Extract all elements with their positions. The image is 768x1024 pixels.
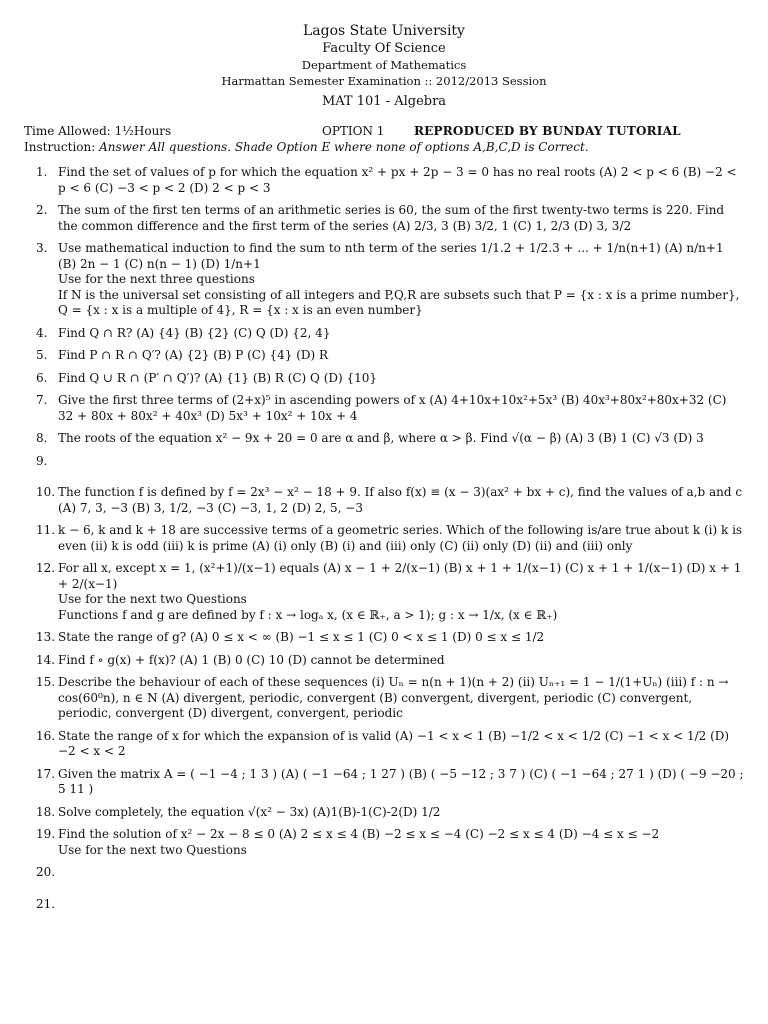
instruction-label: Instruction: (24, 140, 96, 154)
question-item (24, 203, 744, 234)
question-number: 12. (36, 561, 56, 575)
question-item (24, 805, 744, 821)
time-allowed: Time Allowed: 1½Hours (24, 124, 172, 138)
question-item (24, 827, 744, 858)
question-item (24, 348, 744, 364)
question-item (24, 326, 744, 342)
question-note: If N is the universal set consisting of all integers and P,Q,R are subsets such that P = {x : x is a prime number}, Q = {x : x is a multiple of 4}, R = {x : x is an even number} (58, 287, 740, 317)
exam-header (0, 0, 768, 111)
question-text: Find P ∩ R ∩ Q′? (A) {2} (B) P (C) {4} (D) R (58, 348, 329, 362)
question-text: Find f ∘ g(x) + f(x)? (A) 1 (B) 0 (C) 10 (D) cannot be determined (58, 652, 445, 667)
question-text: State the range of g? (A) 0 ≤ x < ∞ (B) −1 ≤ x ≤ 1 (C) 0 < x ≤ 1 (D) 0 ≤ x ≤ 1/2 (58, 630, 545, 644)
question-item (24, 241, 744, 319)
question-text: For all x, except x = 1, (x²+1)/(x−1) equals (A) x − 1 + 2/(x−1) (B) x + 1 + 1/(x−1) (C) x + 1 + 1/(x−1) (D) x + 1 + 2/(x−1) (58, 561, 742, 591)
question-text: Given the matrix A = ( −1 −4 ; 1 3 ) (A) ( −1 −64 ; 1 27 ) (B) ( −5 −12 ; 3 7 ) (C) ( −1 −64 ; 27 1 ) (D) ( −9 −20 ; 5 11 ) (58, 766, 744, 796)
question-number: 5. (36, 348, 48, 362)
question-number: 3. (36, 241, 48, 255)
question-note: Functions f and g are defined by f : x → logₐ x, (x ∈ ℝ₊, a > 1); g : x → 1/x, (x ∈ ℝ₊) (58, 607, 558, 622)
question-number: 15. (36, 675, 56, 689)
question-item (24, 767, 744, 798)
question-item (24, 561, 744, 623)
question-item (24, 865, 744, 881)
question-item (24, 485, 744, 516)
question-item (24, 675, 744, 722)
question-note: Use for the next two Questions (58, 842, 247, 857)
question-text: The function f is defined by f = 2x³ − x² − 18 + 9. If also f(x) ≡ (x − 3)(ax² + bx + c), find the values of a,b and c (A) 7, 3, −3 (B) 3, 1/2, −3 (C) −3, 1, 2 (D) 2, 5, −3 (58, 485, 743, 515)
question-text: The sum of the first ten terms of an arithmetic series is 60, the sum of the first twenty-two terms is 220. Find the common difference and the first term of the series (A) 2/3, 3 (B) 3/2, 1 (C) 1, 2/3 (D) 3, 3/2 (58, 203, 725, 233)
question-number: 10. (36, 485, 56, 499)
question-number: 11. (36, 523, 56, 537)
question-item (24, 630, 744, 646)
option-label: OPTION 1 (322, 124, 385, 138)
question-item (24, 393, 744, 424)
question-number: 21. (36, 896, 56, 911)
question-number: 17. (36, 766, 56, 781)
course-title: MAT 101 - Algebra (321, 94, 447, 109)
reproduced-by: REPRODUCED BY BUNDAY TUTORIAL (414, 124, 681, 138)
question-item (24, 523, 744, 554)
question-list (24, 165, 744, 912)
department-name: Department of Mathematics (301, 58, 467, 72)
university-name: Lagos State University (303, 23, 465, 39)
question-item (24, 897, 744, 913)
question-number: 1. (36, 165, 48, 179)
question-item (24, 653, 744, 669)
question-text: The roots of the equation x² − 9x + 20 = 0 are α and β, where α > β. Find √(α − β) (A) 3 (B) 1 (C) √3 (D) 3 (58, 431, 704, 445)
question-number: 2. (36, 203, 48, 217)
question-number: 4. (36, 325, 48, 340)
question-note: Use for the next two Questions (58, 592, 247, 606)
question-text: Give the first three terms of (2+x)⁵ in ascending powers of x (A) 4+10x+10x²+5x³ (B) 40x³+80x²+80x+32 (C) 32 + 80x + 80x² + 40x³ (D) 5x³ + 10x² + 10x + 4 (58, 393, 727, 423)
question-number: 7. (36, 393, 48, 407)
question-item (24, 729, 744, 760)
question-text: k − 6, k and k + 18 are successive terms of a geometric series. Which of the following is/are true about k (i) k is even (ii) k is odd (iii) k is prime (A) (i) only (B) (i) and (iii) only (C) (ii) only (D) (ii) and (iii) only (58, 523, 743, 553)
question-text: Find the set of values of p for which the equation x² + px + 2p − 3 = 0 has no real roots (A) 2 < p < 6 (B) −2 < p < 6 (C) −3 < p < 2 (D) 2 < p < 3 (58, 165, 737, 195)
exam-meta (24, 123, 744, 139)
question-text: Describe the behaviour of each of these sequences (i) Uₙ = n(n + 1)(n + 2) (ii) Uₙ₊₁ = 1 − 1/(1+Uₙ) (iii) f : n → cos(60⁰n), n ∈ N (A) divergent, periodic, convergent (B) convergent, divergent, periodic (C) convergent, periodic, convergent (D) divergent, convergent, periodic (58, 675, 729, 720)
question-text: State the range of x for which the expansion of is valid (A) −1 < x < 1 (B) −1/2 < x < 1/2 (C) −1 < x < 1/2 (D) −2 < x < 2 (58, 728, 730, 758)
exam-title: Harmattan Semester Examination :: 2012/2013 Session (221, 74, 547, 88)
question-item (24, 454, 744, 470)
faculty-name: Faculty Of Science (322, 41, 446, 56)
question-number: 9. (36, 453, 48, 468)
question-text: Solve completely, the equation √(x² − 3x) (A)1(B)-1(C)-2(D) 1/2 (58, 804, 441, 819)
instruction (24, 139, 744, 155)
question-item (24, 165, 744, 196)
question-number: 13. (36, 630, 56, 644)
question-text: Find the solution of x² − 2x − 8 ≤ 0 (A) 2 ≤ x ≤ 4 (B) −2 ≤ x ≤ −4 (C) −2 ≤ x ≤ 4 (D) −4 ≤ x ≤ −2 (58, 827, 660, 841)
question-number: 6. (36, 370, 48, 385)
question-number: 16. (36, 728, 56, 743)
question-note: Use for the next three questions (58, 272, 255, 286)
question-number: 20. (36, 865, 56, 879)
instruction-text: Answer All questions. Shade Option E where none of options A,B,C,D is Correct. (99, 140, 589, 154)
question-item (24, 431, 744, 447)
question-number: 19. (36, 827, 56, 841)
question-text: Use mathematical induction to find the sum to nth term of the series 1/1.2 + 1/2.3 + ... + 1/n(n+1) (A) n/n+1 (B) 2n − 1 (C) n(n − 1) (D) 1/n+1 (58, 241, 724, 271)
question-text: Find Q ∩ R? (A) {4} (B) {2} (C) Q (D) {2, 4} (58, 325, 331, 340)
question-number: 14. (36, 652, 56, 667)
question-text: Find Q ∪ R ∩ (P′ ∩ Q′)? (A) {1} (B) R (C) Q (D) {10} (58, 370, 378, 385)
question-number: 18. (36, 804, 56, 819)
question-item (24, 371, 744, 387)
question-number: 8. (36, 431, 48, 445)
